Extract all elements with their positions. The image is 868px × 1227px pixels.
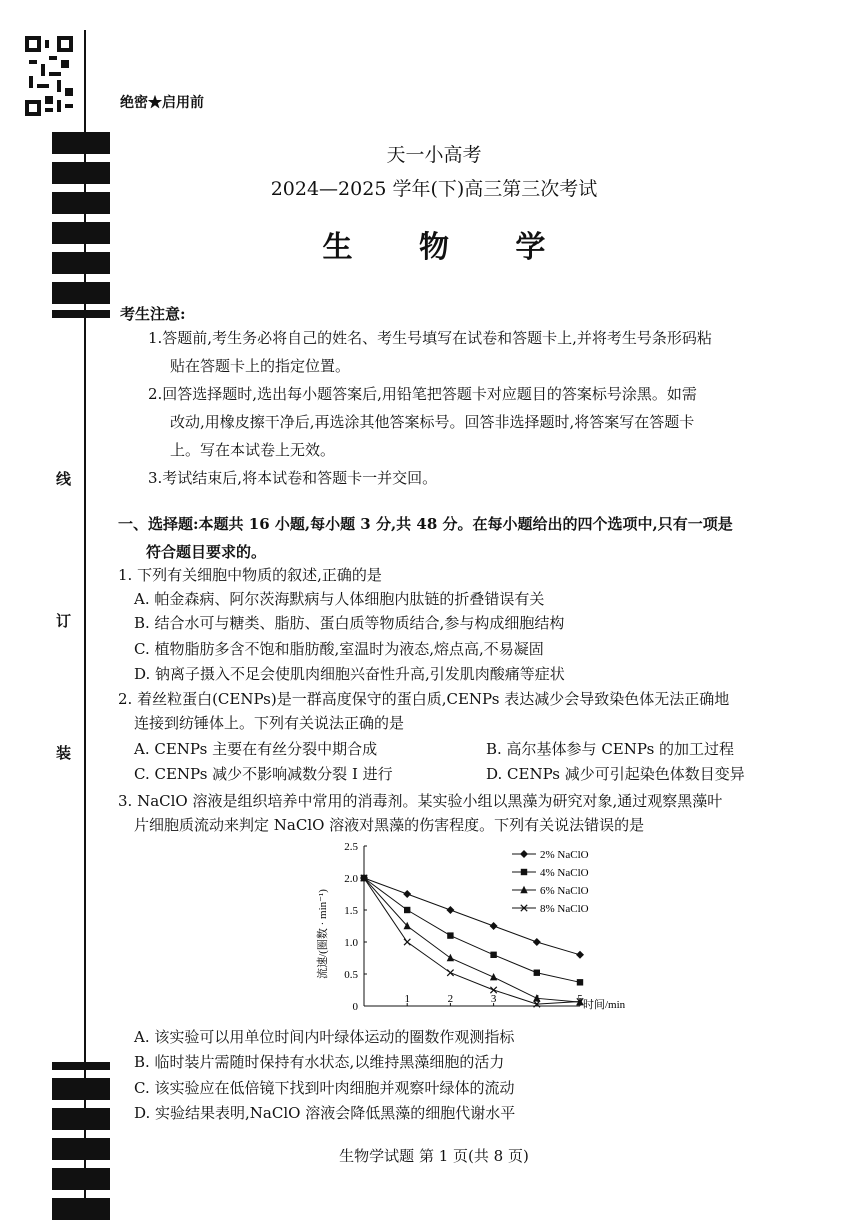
page-footer: 生物学试题 第 1 页(共 8 页) xyxy=(339,1147,529,1165)
y-tick-label: 2.0 xyxy=(344,873,358,885)
margin-bar xyxy=(52,1198,110,1220)
y-tick-label: 1.5 xyxy=(344,905,358,917)
question-3-option-a: A. 该实验可以用单位时间内叶绿体运动的圈数作观测指标 xyxy=(134,1028,515,1046)
point-marker-x xyxy=(447,970,453,976)
question-3-stem-line2: 片细胞质流动来判定 NaClO 溶液对黑藻的伤害程度。下列有关说法错误的是 xyxy=(134,816,645,834)
margin-bar xyxy=(52,282,110,304)
side-label-xian: 线 xyxy=(56,470,72,488)
question-1-option-d: D. 钠离子摄入不足会使肌肉细胞兴奋性升高,引发肌肉酸痛等症状 xyxy=(134,665,565,683)
x-tick-label: 1 xyxy=(404,993,410,1005)
qr-code-icon xyxy=(25,36,73,116)
question-2-option-b: B. 高尔基体参与 CENPs 的加工过程 xyxy=(486,740,735,758)
binding-line xyxy=(84,30,86,1210)
question-1-stem: 1. 下列有关细胞中物质的叙述,正确的是 xyxy=(118,566,382,584)
margin-bar xyxy=(52,310,110,318)
y-axis-label: 流速/(圈数 · min⁻¹) xyxy=(317,889,329,979)
notice-item-3 xyxy=(148,464,437,492)
question-1-option-c: C. 植物脂肪多含不饱和脂肪酸,室温时为液态,熔点高,不易凝固 xyxy=(134,640,544,658)
legend-entry xyxy=(512,867,589,879)
point-marker-diamond xyxy=(533,938,541,946)
flow-rate-chart xyxy=(300,836,640,1026)
legend-entry xyxy=(512,849,589,861)
question-3-option-b: B. 临时装片需随时保持有水状态,以维持黑藻细胞的活力 xyxy=(134,1053,505,1071)
margin-bar xyxy=(52,1108,110,1130)
notice-line: 改动,用橡皮擦干净后,再选涂其他答案标号。回答非选择题时,将答案写在答题卡 xyxy=(170,413,695,431)
exam-org: 天一小高考 xyxy=(386,144,482,166)
legend-entry xyxy=(512,885,589,897)
chart-legend xyxy=(512,849,589,915)
point-marker-square xyxy=(404,907,410,913)
margin-bar xyxy=(52,1078,110,1100)
y-tick-label: 2.5 xyxy=(344,841,358,853)
point-marker-square xyxy=(521,869,527,875)
notice-title: 考生注意: xyxy=(120,305,186,323)
point-marker-diamond xyxy=(446,906,454,914)
margin-bar xyxy=(52,1062,110,1070)
point-marker-triangle xyxy=(490,973,497,980)
y-tick-label: 1.0 xyxy=(344,937,358,949)
question-3-stem-line1: 3. NaClO 溶液是组织培养中常用的消毒剂。某实验小组以黑藻为研究对象,通过观察黑藻叶 xyxy=(118,792,723,810)
notice-line: 贴在答题卡上的指定位置。 xyxy=(170,357,351,375)
legend-label: 8% NaClO xyxy=(540,903,589,915)
x-tick-label: 3 xyxy=(490,993,497,1005)
point-marker-triangle xyxy=(447,954,454,961)
question-3-option-d: D. 实验结果表明,NaClO 溶液会降低黑藻的细胞代谢水平 xyxy=(134,1104,516,1122)
question-2-stem-line2: 连接到纺锤体上。下列有关说法正确的是 xyxy=(134,714,405,732)
legend-label: 6% NaClO xyxy=(540,885,589,897)
point-marker-diamond xyxy=(576,951,584,959)
section-line: 一、选择题:本题共 16 小题,每小题 3 分,共 48 分。在每小题给出的四个选项中,只有一项是 xyxy=(118,515,733,533)
notice-line: 2.回答选择题时,选出每小题答案后,用铅笔把答题卡对应题目的答案标号涂黑。如需 xyxy=(148,385,697,403)
confidential-mark: 绝密★启用前 xyxy=(120,95,204,111)
question-1-option-b: B. 结合水可与糖类、脂肪、蛋白质等物质结合,参与构成细胞结构 xyxy=(134,614,565,632)
question-3-option-c: C. 该实验应在低倍镜下找到叶肉细胞并观察叶绿体的流动 xyxy=(134,1079,515,1097)
point-marker-diamond xyxy=(403,890,411,898)
legend-label: 2% NaClO xyxy=(540,849,589,861)
point-marker-diamond xyxy=(520,850,528,858)
question-2-option-a: A. CENPs 主要在有丝分裂中期合成 xyxy=(134,740,378,758)
point-marker-square xyxy=(490,952,496,958)
point-marker-square xyxy=(577,979,583,985)
legend-label: 4% NaClO xyxy=(540,867,589,879)
question-2-stem-line1: 2. 着丝粒蛋白(CENPs)是一群高度保守的蛋白质,CENPs 表达减少会导致染色体无法正确地 xyxy=(118,690,730,708)
exam-name: 2024—2025 学年(下)高三第三次考试 xyxy=(270,178,598,200)
x-axis-label: 时间/min xyxy=(583,999,626,1011)
notice-line: 3.考试结束后,将本试卷和答题卡一并交回。 xyxy=(148,469,438,487)
legend-entry xyxy=(512,903,589,915)
point-marker-x xyxy=(404,939,410,945)
margin-bar xyxy=(52,1168,110,1190)
notice-item-1 xyxy=(148,324,712,380)
point-marker-square xyxy=(447,932,453,938)
question-2-option-c: C. CENPs 减少不影响减数分裂 Ⅰ 进行 xyxy=(134,765,393,783)
notice-line: 上。写在本试卷上无效。 xyxy=(170,441,336,459)
point-marker-square xyxy=(534,970,540,976)
question-2-option-d: D. CENPs 减少可引起染色体数目变异 xyxy=(486,765,745,783)
y-tick-label: 0 xyxy=(352,1001,358,1013)
side-label-ding: 订 xyxy=(56,612,72,630)
point-marker-diamond xyxy=(490,922,498,930)
notice-line: 1.答题前,考生务必将自己的姓名、考生号填写在试卷和答题卡上,并将考生号条形码粘 xyxy=(148,329,712,347)
x-tick-label: 2 xyxy=(447,993,454,1005)
side-label-zhuang: 装 xyxy=(56,744,72,762)
section-line: 符合题目要求的。 xyxy=(146,543,267,561)
subject-title: 生 物 学 xyxy=(322,230,574,265)
y-tick-label: 0.5 xyxy=(344,969,358,981)
section-heading xyxy=(118,510,838,566)
question-1-option-a: A. 帕金森病、阿尔茨海默病与人体细胞内肽链的折叠错误有关 xyxy=(134,590,545,608)
notice-item-2 xyxy=(148,380,697,464)
